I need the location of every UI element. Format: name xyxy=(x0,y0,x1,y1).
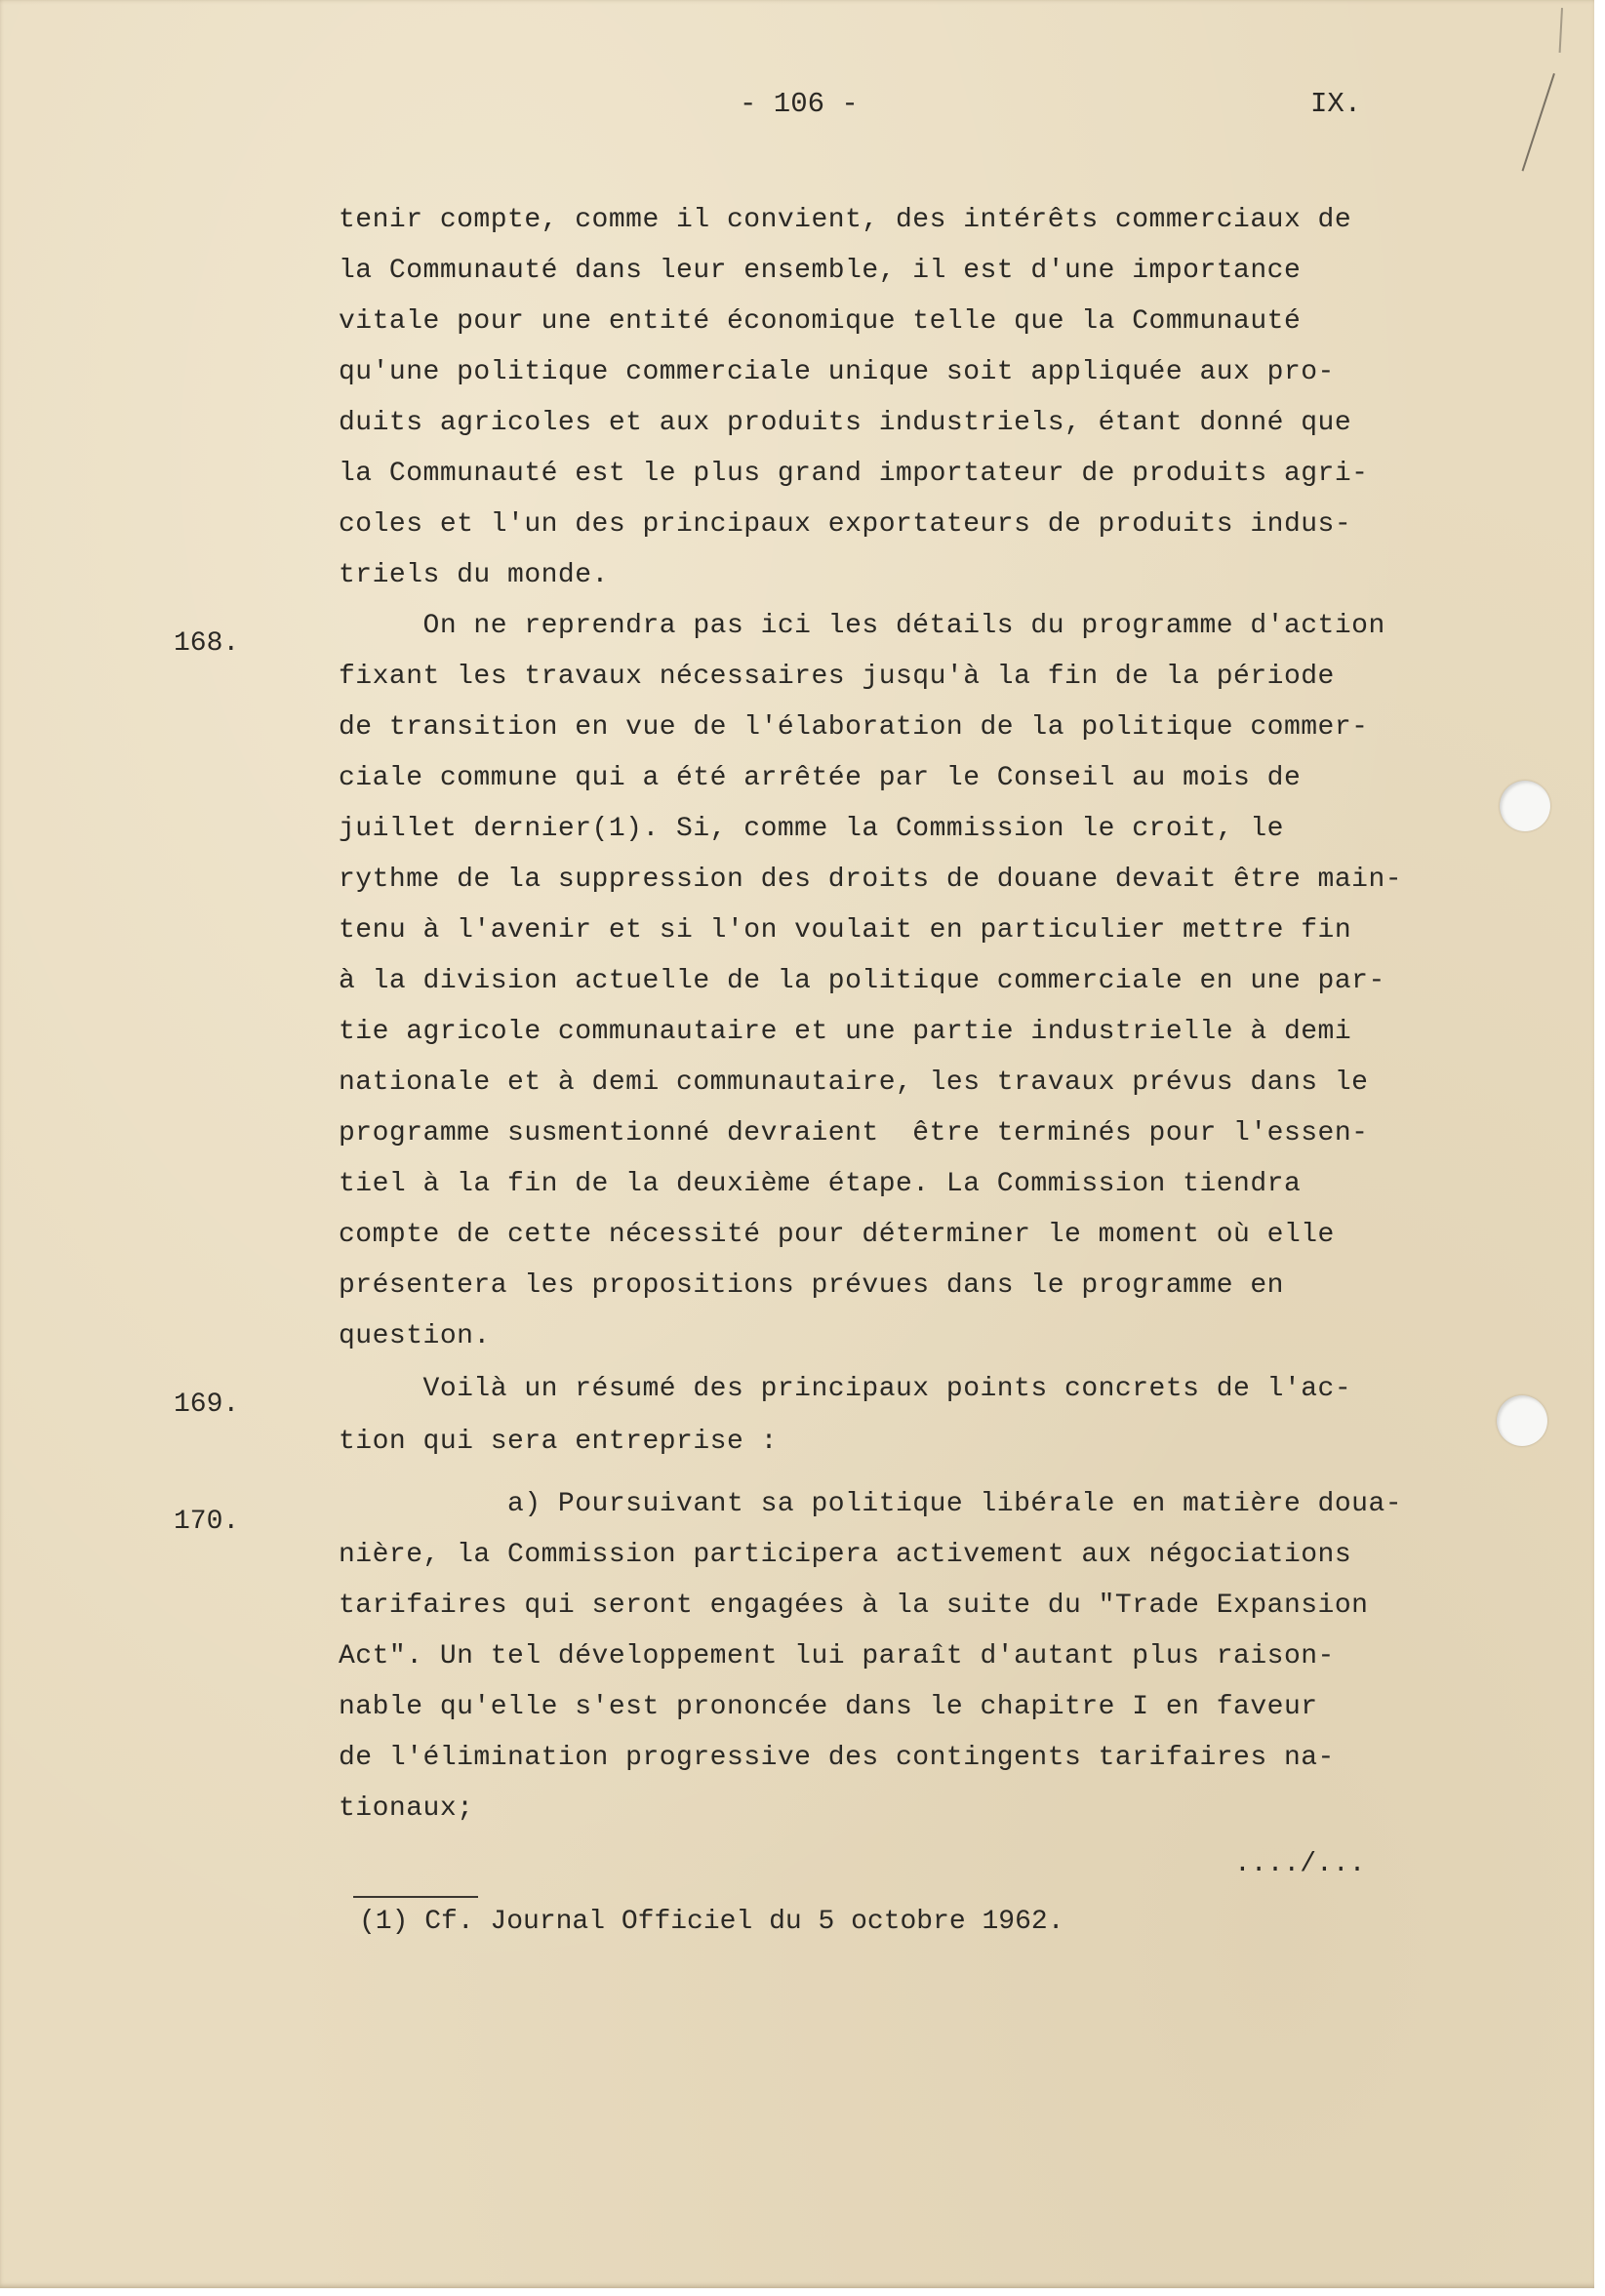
text-line: qu'une politique commerciale unique soit appliquée aux pro- xyxy=(339,357,1335,387)
text-line: à la division actuelle de la politique commerciale en une par- xyxy=(339,966,1385,996)
text-line: rythme de la suppression des droits de douane devait être main- xyxy=(339,865,1403,895)
pencil-mark xyxy=(1522,73,1555,171)
text-line: coles et l'un des principaux exportateurs de produits indus- xyxy=(339,509,1352,540)
text-line: duits agricoles et aux produits industriels, étant donné que xyxy=(339,408,1352,438)
text-line: question. xyxy=(339,1321,491,1351)
punch-hole xyxy=(1500,781,1550,831)
text-line: nable qu'elle s'est prononcée dans le chapitre I en faveur xyxy=(339,1692,1318,1722)
text-line: la Communauté dans leur ensemble, il est d'une importance xyxy=(339,256,1302,286)
text-line: tion qui sera entreprise : xyxy=(339,1427,778,1457)
text-line: tionaux; xyxy=(339,1793,474,1824)
paragraph-168 xyxy=(339,611,1412,1351)
pencil-mark xyxy=(1559,8,1563,53)
text-line: la Communauté est le plus grand importateur de produits agri- xyxy=(339,459,1369,489)
paragraph-169 xyxy=(339,1374,1412,1495)
text-line: tenir compte, comme il convient, des intérêts commerciaux de xyxy=(339,205,1352,235)
text-line: présentera les propositions prévues dans le programme en xyxy=(339,1270,1284,1301)
text-line: Voilà un résumé des principaux points concrets de l'ac- xyxy=(339,1374,1352,1404)
paragraph-continuation xyxy=(339,205,1412,590)
text-line: tie agricole communautaire et une partie industrielle à demi xyxy=(339,1017,1352,1047)
chapter-number: IX. xyxy=(1310,88,1362,120)
punch-hole xyxy=(1497,1395,1547,1446)
footnote: (1) Cf. Journal Officiel du 5 octobre 1962. xyxy=(359,1907,1064,1937)
text-line: a) Poursuivant sa politique libérale en matière doua- xyxy=(339,1489,1403,1519)
page-edge-background xyxy=(1594,0,1605,2296)
continuation-mark: ..../... xyxy=(1234,1849,1366,1879)
footnote-divider xyxy=(353,1896,478,1898)
text-line: de transition en vue de l'élaboration de la politique commer- xyxy=(339,712,1369,743)
paragraph-number-168: 168. xyxy=(174,628,240,659)
text-line: ciale commune qui a été arrêtée par le Conseil au mois de xyxy=(339,763,1302,793)
text-line: juillet dernier(1). Si, comme la Commission le croit, le xyxy=(339,814,1284,844)
page-number: - 106 - xyxy=(740,88,859,120)
text-line: triels du monde. xyxy=(339,560,609,590)
text-line: tarifaires qui seront engagées à la suite du "Trade Expansion xyxy=(339,1591,1369,1621)
text-line: tenu à l'avenir et si l'on voulait en particulier mettre fin xyxy=(339,915,1352,946)
text-line: On ne reprendra pas ici les détails du programme d'action xyxy=(339,611,1385,641)
paragraph-170 xyxy=(339,1489,1412,1824)
text-line: nière, la Commission participera activement aux négociations xyxy=(339,1540,1352,1570)
text-line: vitale pour une entité économique telle que la Communauté xyxy=(339,306,1302,337)
text-line: tiel à la fin de la deuxième étape. La Commission tiendra xyxy=(339,1169,1302,1199)
text-line: nationale et à demi communautaire, les travaux prévus dans le xyxy=(339,1067,1369,1098)
paragraph-number-170: 170. xyxy=(174,1507,240,1537)
text-line: compte de cette nécessité pour déterminer le moment où elle xyxy=(339,1220,1335,1250)
text-line: fixant les travaux nécessaires jusqu'à la fin de la période xyxy=(339,662,1335,692)
text-line: Act". Un tel développement lui paraît d'autant plus raison- xyxy=(339,1641,1335,1672)
text-line: de l'élimination progressive des contingents tarifaires na- xyxy=(339,1743,1335,1773)
text-line: programme susmentionné devraient être terminés pour l'essen- xyxy=(339,1118,1369,1148)
paragraph-number-169: 169. xyxy=(174,1390,240,1420)
